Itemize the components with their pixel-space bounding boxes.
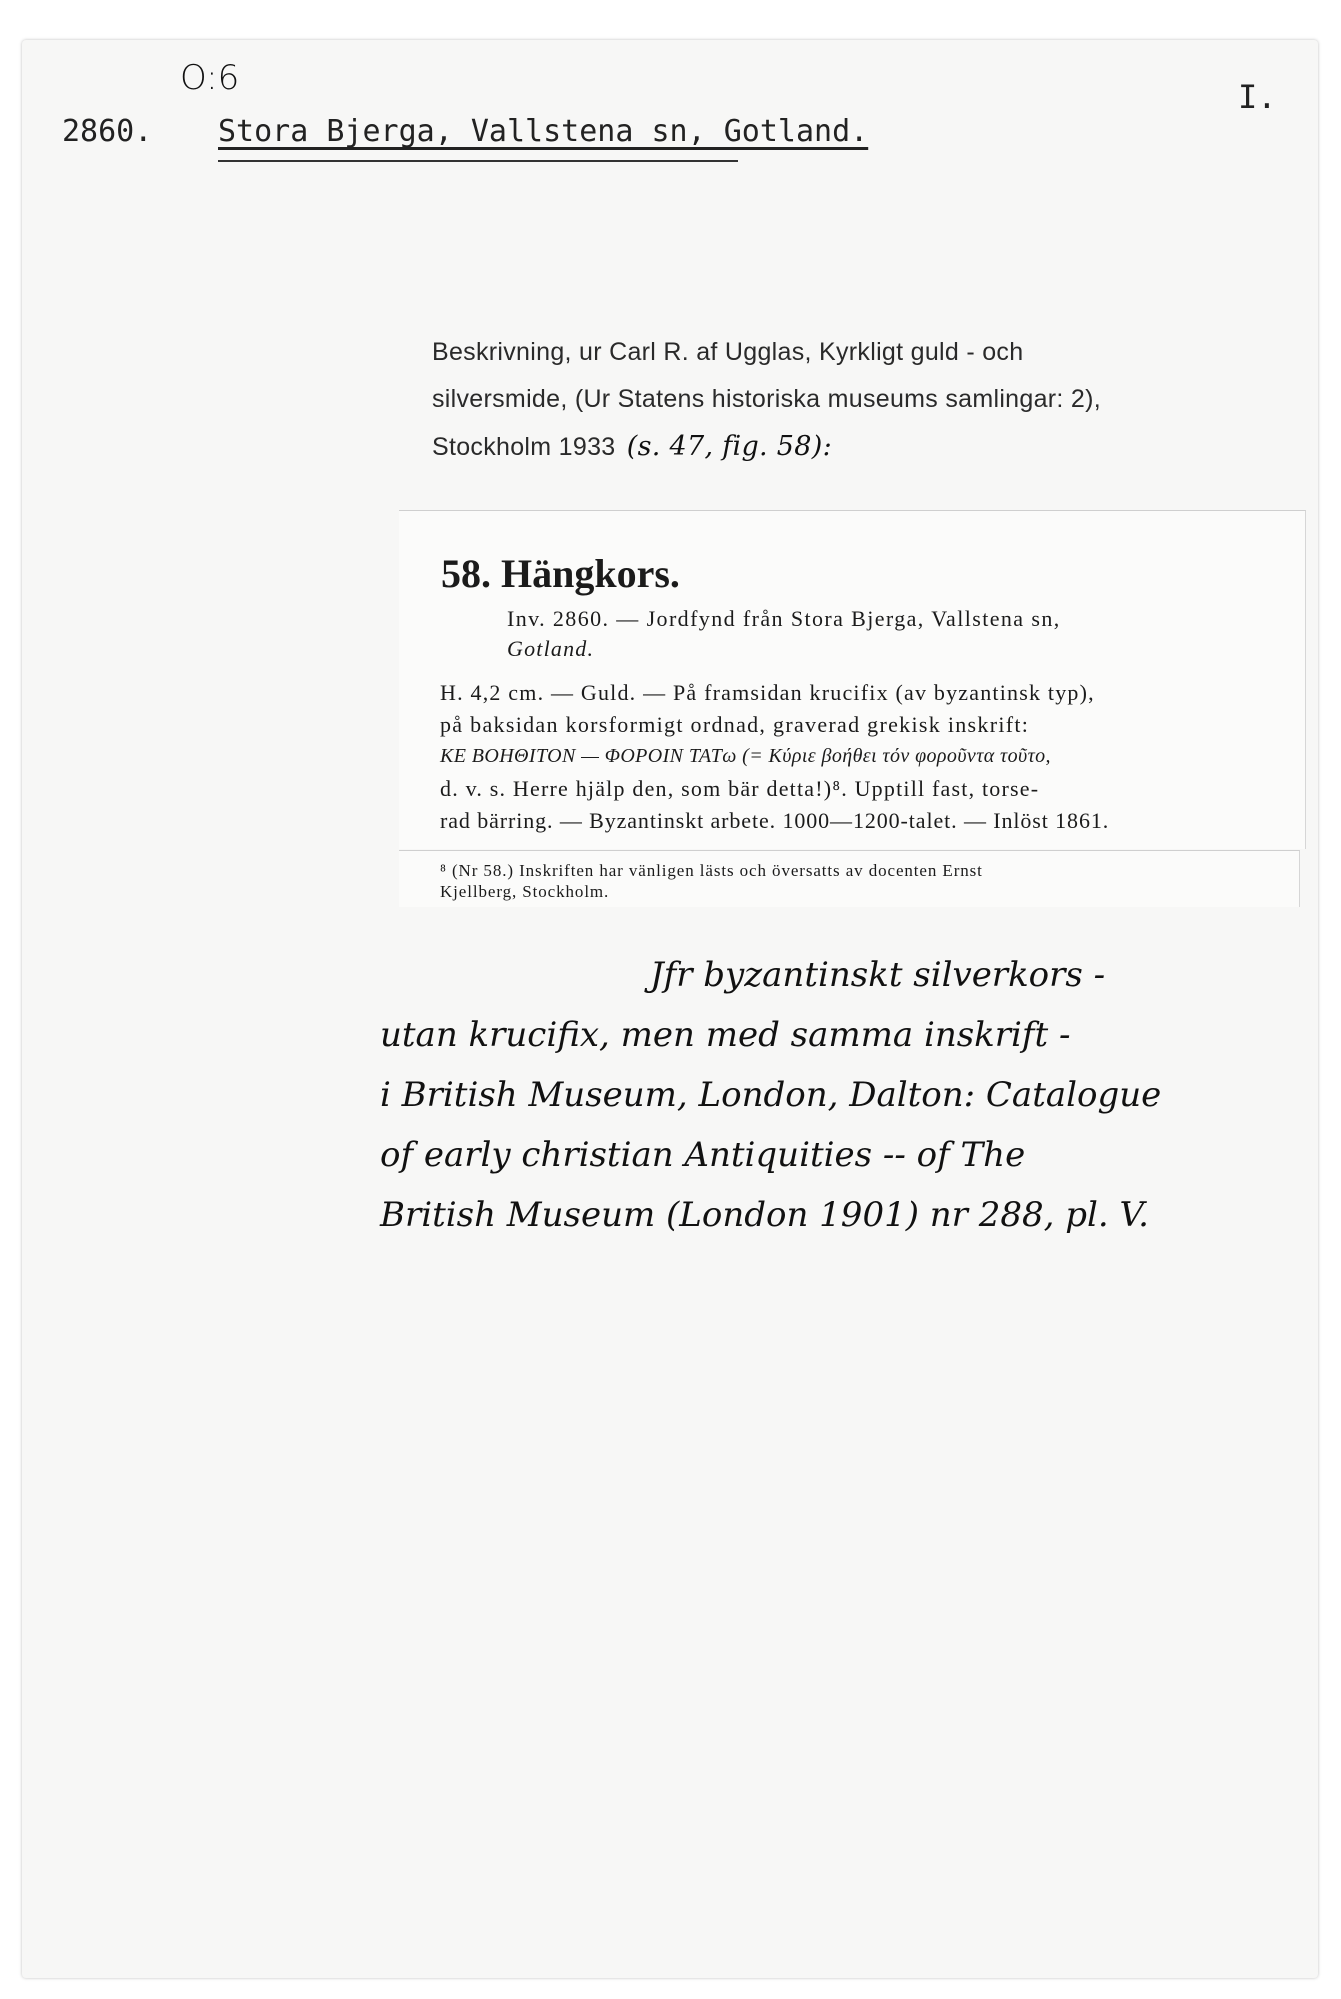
footnote-line-1: ⁸ (Nr 58.) Inskriften har vänligen lästs och översatts av docenten Ernst (440, 861, 983, 880)
clipping-body-line-2: på baksidan korsformigt ordnad, graverad grekisk inskrift: (440, 712, 1030, 737)
clipping-body-line-1: H. 4,2 cm. — Guld. — På framsidan krucifix (av byzantinsk typ), (440, 680, 1095, 705)
clipping-body-line-4: d. v. s. Herre hjälp den, som bär detta!)⁸. Upptill fast, torse- (440, 776, 1040, 801)
inventory-number: 2860. (62, 114, 153, 149)
page-number: I. (1238, 78, 1277, 116)
page-title: Stora Bjerga, Vallstena sn, Gotland. (218, 114, 869, 149)
corner-mark: O:6 (180, 58, 240, 98)
clipping-heading: 58. Hängkors. (441, 551, 680, 596)
clipping-body-line-3: KE BOHΘITON — ΦOPOIN TATω (= Κύριε βοήθει τόν φοροῦντα τοῦτο, (440, 745, 1051, 767)
handwritten-line-4: of early christian Antiquities -- of The (380, 1135, 1026, 1175)
handwritten-line-2: utan krucifix, men med samma inskrift - (380, 1015, 1071, 1055)
description-line-3-text: Stockholm 1933 (432, 433, 616, 461)
handwritten-line-1: Jfr byzantinskt silverkors - (650, 955, 1106, 995)
clipping-inv-line-1: Inv. 2860. — Jordfynd från Stora Bjerga, Vallstena sn, (507, 606, 1061, 631)
description-line-3-handwritten: (s. 47, fig. 58): (626, 431, 832, 462)
description-line-1: Beskrivning, ur Carl R. af Ugglas, Kyrkligt guld - och (432, 338, 1024, 366)
footnote-line-2: Kjellberg, Stockholm. (440, 882, 610, 901)
title-underline-stroke (218, 160, 738, 162)
description-line-3 (432, 426, 832, 468)
handwritten-line-3: i British Museum, London, Dalton: Catalogue (380, 1075, 1162, 1115)
description-line-2: silversmide, (Ur Statens historiska museums samlingar: 2), (432, 385, 1101, 413)
handwritten-line-5: British Museum (London 1901) nr 288, pl. V. (380, 1195, 1149, 1235)
clipping-body-line-5: rad bärring. — Byzantinskt arbete. 1000—1200-talet. — Inlöst 1861. (440, 808, 1110, 833)
clipping-inv-line-2: Gotland. (507, 636, 595, 661)
